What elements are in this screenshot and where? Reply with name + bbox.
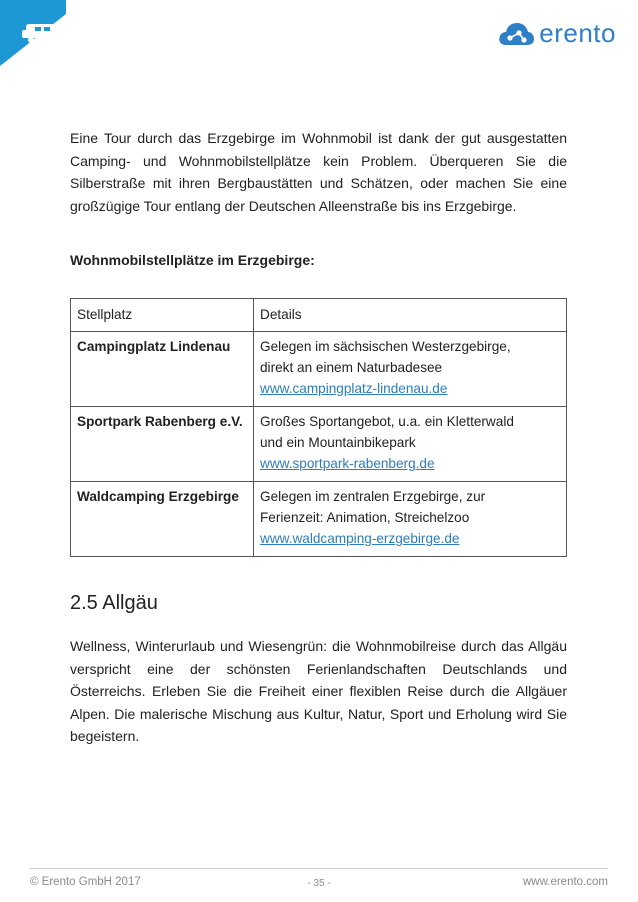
intro-paragraph: Eine Tour durch das Erzgebirge im Wohnmobil ist dank der gut ausgestatten Camping- und Wohnmobilstellplätze kein Problem. Überqueren Sie die Silberstraße mit ihren Bergbaustätten und Schätzen, oder machen Sie eine großzügige Tour entlang der Deutschen Alleenstraße bis ins Erzgebirge. <box>70 130 567 214</box>
footer-divider <box>30 868 608 869</box>
campsite-link[interactable]: www.waldcamping-erzgebirge.de <box>260 531 460 546</box>
table-heading: Wohnmobilstellplätze im Erzgebirge: <box>70 252 315 268</box>
page-number: - 35 - <box>307 878 331 889</box>
table-row <box>71 482 567 557</box>
details-line: Gelegen im zentralen Erzgebirge, zur <box>260 489 486 504</box>
campsite-table <box>70 298 567 557</box>
table-row <box>71 332 567 407</box>
section-paragraph: Wellness, Winterurlaub und Wiesengrün: die Wohnmobilreise durch das Allgäu verspricht eine der schönsten Ferienlandschaften Deutschlands und Österreichs. Erleben Sie die Freiheit einer flexiblen Reise durch die Allgäuer Alpen. Die malerische Mischung aus Kultur, Natur, Sport und Erholung wird Sie begeistern. <box>70 638 567 744</box>
campsite-name: Campingplatz Lindenau <box>71 332 254 407</box>
details-line: Ferienzeit: Animation, Streichelzoo <box>260 510 470 525</box>
erento-logo[interactable] <box>497 18 616 49</box>
campsite-details <box>254 332 567 407</box>
campsite-details <box>254 407 567 482</box>
campsite-name: Waldcamping Erzgebirge <box>71 482 254 557</box>
table-header-row <box>71 299 567 332</box>
footer-website[interactable]: www.erento.com <box>522 876 608 888</box>
details-line: direkt an einem Naturbadesee <box>260 360 443 375</box>
column-header-stellplatz: Stellplatz <box>71 299 254 332</box>
logo-text: erento <box>539 18 616 48</box>
campsite-details <box>254 482 567 557</box>
table-row <box>71 407 567 482</box>
campsite-name: Sportpark Rabenberg e.V. <box>71 407 254 482</box>
column-header-details: Details <box>254 299 567 332</box>
details-line: und ein Mountainbikepark <box>260 435 416 450</box>
cloud-network-icon <box>497 19 535 49</box>
campsite-link[interactable]: www.campingplatz-lindenau.de <box>260 381 448 396</box>
section-title: 2.5 Allgäu <box>70 592 158 614</box>
details-line: Großes Sportangebot, u.a. ein Kletterwald <box>260 414 514 429</box>
campsite-link[interactable]: www.sportpark-rabenberg.de <box>260 456 435 471</box>
corner-badge <box>0 0 66 66</box>
details-line: Gelegen im sächsischen Westerzgebirge, <box>260 339 511 354</box>
footer-copyright: © Erento GmbH 2017 <box>30 876 141 888</box>
